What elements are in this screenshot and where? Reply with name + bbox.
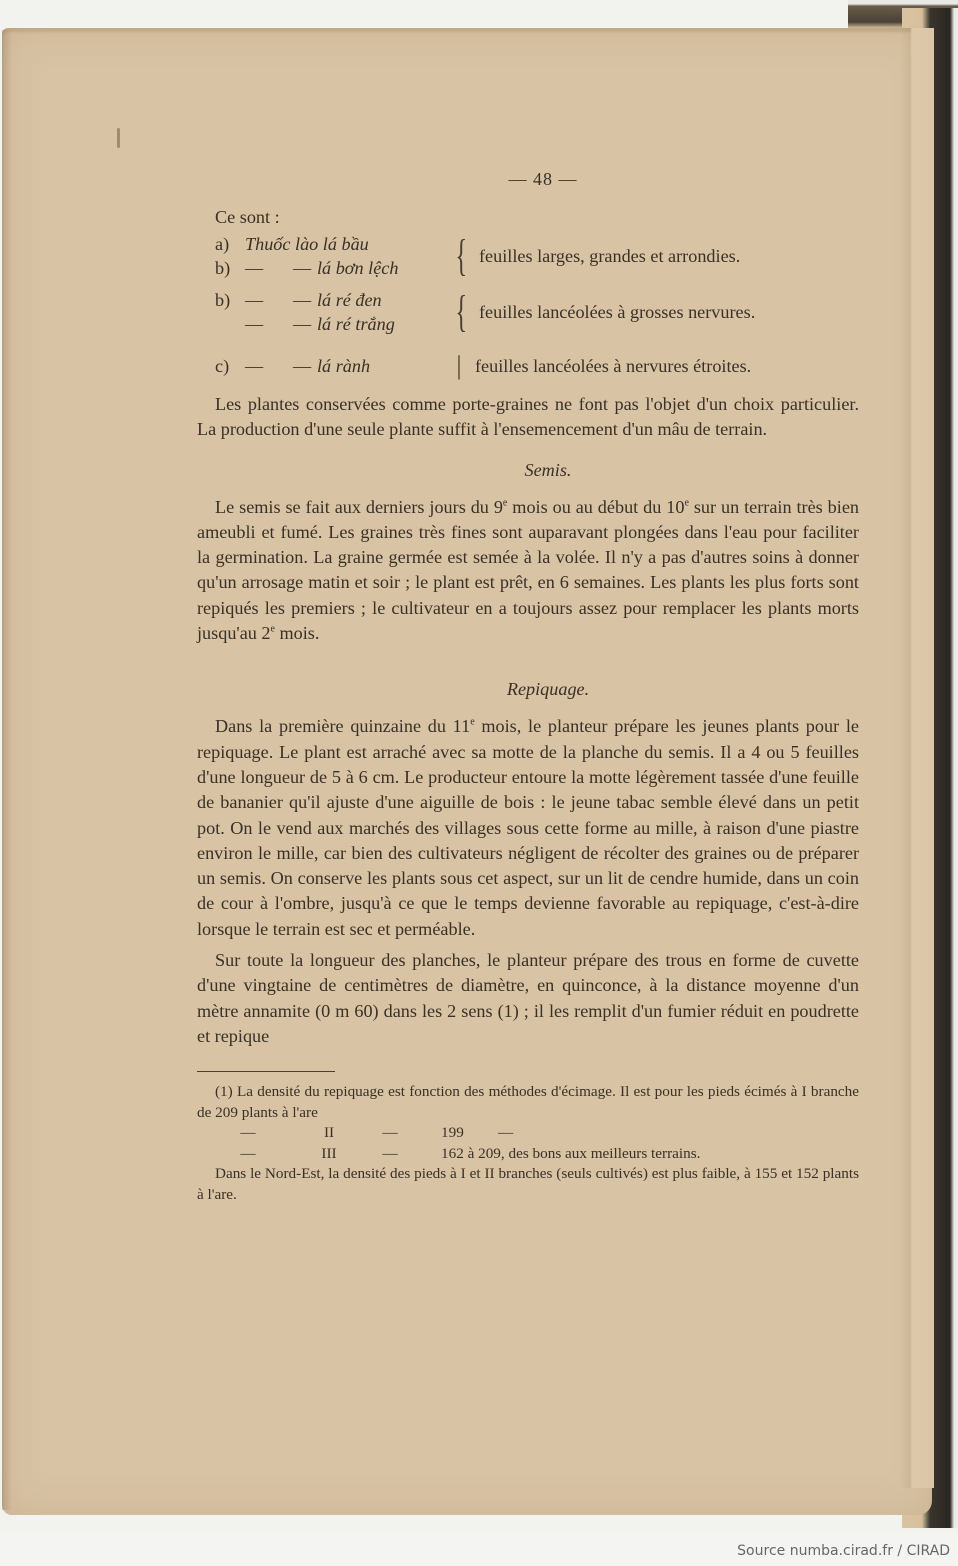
- ditto-dash: —: [245, 258, 264, 278]
- page-edge-shadow: [2, 30, 12, 1510]
- ditto-dash: —: [245, 290, 264, 310]
- section-title-repiquage: Repiquage.: [506, 679, 590, 700]
- variety-row: [215, 288, 451, 312]
- footnote-intro: (1) La densité du repiquage est fonction des méthodes d'écimage. Il est pour les pieds écimés à I branche de 209 plants à l'are: [197, 1083, 859, 1121]
- variety-name: Thuốc lào lá bầu: [245, 234, 369, 254]
- variety-name: lá ré đen: [317, 290, 382, 310]
- footnote: [197, 1082, 859, 1205]
- variety-row: [215, 232, 451, 256]
- paragraph-porte-graines: Les plantes conservées comme porte-graines ne font pas l'objet d'un choix particulier. La production d'une seule plante suffit à l'ensemencement d'un mâu de terrain.: [197, 394, 859, 440]
- section-title-semis: Semis.: [524, 459, 572, 480]
- variety-description: feuilles lancéolées à nervures étroites.: [475, 355, 752, 376]
- ditto-dash: —: [245, 356, 264, 376]
- page-number: — 48 —: [508, 169, 578, 189]
- variety-names: [215, 288, 451, 336]
- variety-names: [215, 232, 451, 280]
- footnote-row: — III — 162 à 209, des bons aux meilleurs terrains.: [240, 1144, 701, 1162]
- bar-icon: |: [456, 351, 462, 380]
- page-fold: [900, 28, 934, 1488]
- ditto-dash: —: [293, 258, 312, 278]
- intro-text: Ce sont :: [215, 207, 280, 227]
- ditto-dash: —: [293, 356, 312, 376]
- brace-icon: {: [455, 287, 468, 336]
- variety-letter: a): [215, 234, 230, 254]
- variety-group-2: [215, 288, 859, 336]
- variety-group-3: [215, 344, 859, 388]
- brace-icon: {: [455, 231, 468, 280]
- paper-blemish: [117, 128, 120, 148]
- variety-group-1: [215, 232, 859, 280]
- paragraph-semis: Le semis se fait aux derniers jours du 9e mois ou au début du 10e sur un terrain très bien ameubli et fumé. Les graines très fines sont auparavant plongées dans l'eau pour faciliter la germination. La graine germée est semée à la volée. Il n'y a pas d'autres soins à donner qu'un arrosage matin et soir ; le plant est prêt, en 6 semaines. Les plants les plus forts sont repiqués les premiers ; le cultivateur en a toujours assez pour remplacer les plants morts jusqu'au 2e mois.: [197, 496, 859, 644]
- page-content: [197, 165, 859, 1205]
- variety-name: lá ré trắng: [317, 314, 395, 334]
- variety-description: feuilles lancéolées à grosses nervures.: [479, 301, 756, 322]
- paragraph-repiquage-2: Sur toute la longueur des planches, le planteur prépare des trous en forme de cuvette d'une vingtaine de centimètres de diamètre, en quinconce, à la distance moyenne d'un mètre annamite (0 m 60) dans les 2 sens (1) ; il les remplit d'un fumier réduit en poudrette et repique: [197, 950, 859, 1046]
- variety-names: [215, 354, 451, 378]
- ditto-dash: —: [293, 314, 312, 334]
- variety-description: feuilles larges, grandes et arrondies.: [479, 245, 741, 266]
- footnote-row: — II — 199 —: [240, 1124, 514, 1142]
- variety-letter: c): [215, 356, 230, 376]
- variety-row: [215, 312, 451, 336]
- variety-letter: b): [215, 290, 231, 310]
- paragraph-repiquage-1: Dans la première quinzaine du 11e mois, le planteur prépare les jeunes plants pour le repiquage. Le plant est arraché avec sa motte de la planche du semis. Il a 4 ou 5 feuilles d'une longueur de 5 à 6 cm. Le producteur entoure la motte légèrement tassée d'une feuille de bananier qu'il ajuste d'une aiguille de bois : le jeune tabac semble élevé dans un petit pot. On le vend aux marchés des villages sous cette forme au mille, à raison d'une piastre environ le mille, car bien des cultivateurs négligent de récolter des graines ou de préparer un semis. On conserve les plants sous cet aspect, sur un lit de cendre humide, dans un coin de cour à l'ombre, jusqu'à ce que le temps devienne favorable au repiquage, c'est-à-dire lorsque le terrain est sec et perméable.: [197, 716, 859, 939]
- variety-letter: [215, 312, 245, 336]
- variety-name: lá bơn lệch: [317, 258, 399, 278]
- variety-letter: b): [215, 258, 231, 278]
- footnote-closing: Dans le Nord-Est, la densité des pieds à I et II branches (seuls cultivés) est plus faible, à 155 et 152 plants à l'are.: [197, 1165, 859, 1203]
- source-credit: Source numba.cirad.fr / CIRAD: [737, 1543, 950, 1559]
- footnote-divider: [197, 1071, 335, 1072]
- variety-row: [215, 256, 451, 280]
- variety-row: [215, 354, 451, 378]
- variety-name: lá rành: [317, 356, 371, 376]
- ditto-dash: —: [293, 290, 312, 310]
- ditto-dash: —: [245, 314, 264, 334]
